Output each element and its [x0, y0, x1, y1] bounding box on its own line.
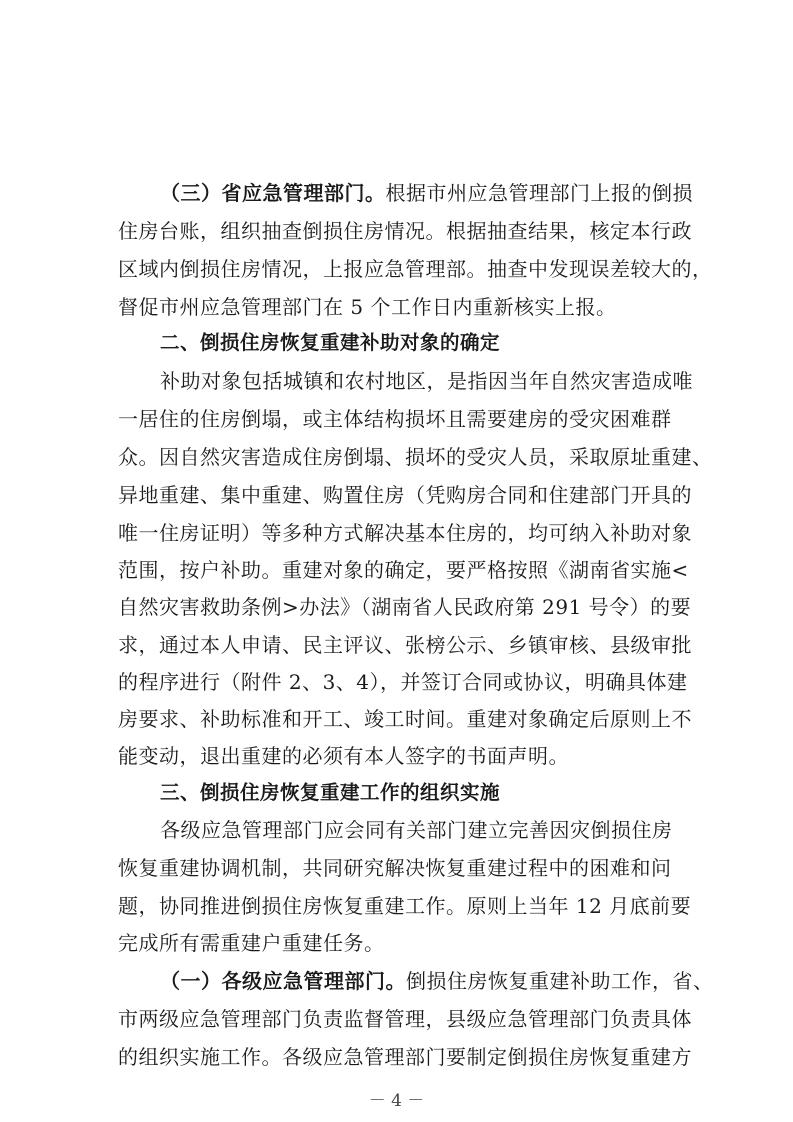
- paragraph-line: 自然灾害救助条例>办法》（湖南省人民政府第 291 号令）的要: [118, 595, 692, 619]
- section-heading: 三、倒损住房恢复重建工作的组织实施: [160, 781, 501, 804]
- paragraph-line: 求，通过本人申请、民主评议、张榜公示、乡镇审核、县级审批: [118, 633, 692, 657]
- paragraph-lead: （一）各级应急管理部门。: [160, 969, 406, 993]
- paragraph-line: 异地重建、集中重建、购置住房（凭购房合同和住建部门开具的: [118, 483, 692, 507]
- paragraph-line: 住房台账，组织抽查倒损住房情况。根据抽查结果，核定本行政: [118, 219, 692, 243]
- paragraph-line: 唯一住房证明）等多种方式解决基本住房的，均可纳入补助对象: [118, 521, 692, 545]
- paragraph-line: [160, 174, 693, 212]
- paragraph-line: 恢复重建协调机制，共同研究解决恢复重建过程中的困难和问: [118, 856, 672, 880]
- paragraph-line: 区域内倒损住房情况，上报应急管理部。抽查中发现误差较大的，: [118, 257, 713, 281]
- paragraph-line: 能变动，退出重建的必须有本人签字的书面声明。: [118, 744, 569, 768]
- paragraph-text: 根据市州应急管理部门上报的倒损: [385, 181, 693, 205]
- paragraph-line: 众。因自然灾害造成住房倒塌、损坏的受灾人员，采取原址重建、: [118, 445, 713, 469]
- paragraph-line: 题，协同推进倒损住房恢复重建工作。原则上当年 12 月底前要: [118, 894, 692, 918]
- paragraph-line: 督促市州应急管理部门在 5 个工作日内重新核实上报。: [118, 295, 617, 319]
- paragraph-line: 各级应急管理部门应会同有关部门建立完善因灾倒损住房: [160, 818, 673, 842]
- paragraph-line: 完成所有需重建户重建任务。: [118, 931, 385, 955]
- paragraph-line: 的程序进行（附件 2、3、4），并签订合同或协议，明确具体建: [118, 670, 688, 694]
- paragraph-line: [160, 962, 714, 1000]
- page-number: － 4 －: [368, 1091, 425, 1111]
- paragraph-lead: （三）省应急管理部门。: [160, 181, 386, 205]
- paragraph-line: 补助对象包括城镇和农村地区，是指因当年自然灾害造成唯: [160, 369, 693, 393]
- paragraph-line: 房要求、补助标准和开工、竣工时间。重建对象确定后原则上不: [118, 707, 692, 731]
- paragraph-line: 一居住的住房倒塌，或主体结构损坏且需要建房的受灾困难群: [118, 407, 672, 431]
- paragraph-text: 倒损住房恢复重建补助工作，省、: [406, 969, 714, 993]
- paragraph-line: 范围，按户补助。重建对象的确定，要严格按照《湖南省实施<: [118, 558, 689, 582]
- section-heading: 二、倒损住房恢复重建补助对象的确定: [160, 331, 501, 354]
- paragraph-line: 的组织实施工作。各级应急管理部门要制定倒损住房恢复重建方: [118, 1045, 692, 1069]
- paragraph-line: 市两级应急管理部门负责监督管理，县级应急管理部门负责具体: [118, 1007, 692, 1031]
